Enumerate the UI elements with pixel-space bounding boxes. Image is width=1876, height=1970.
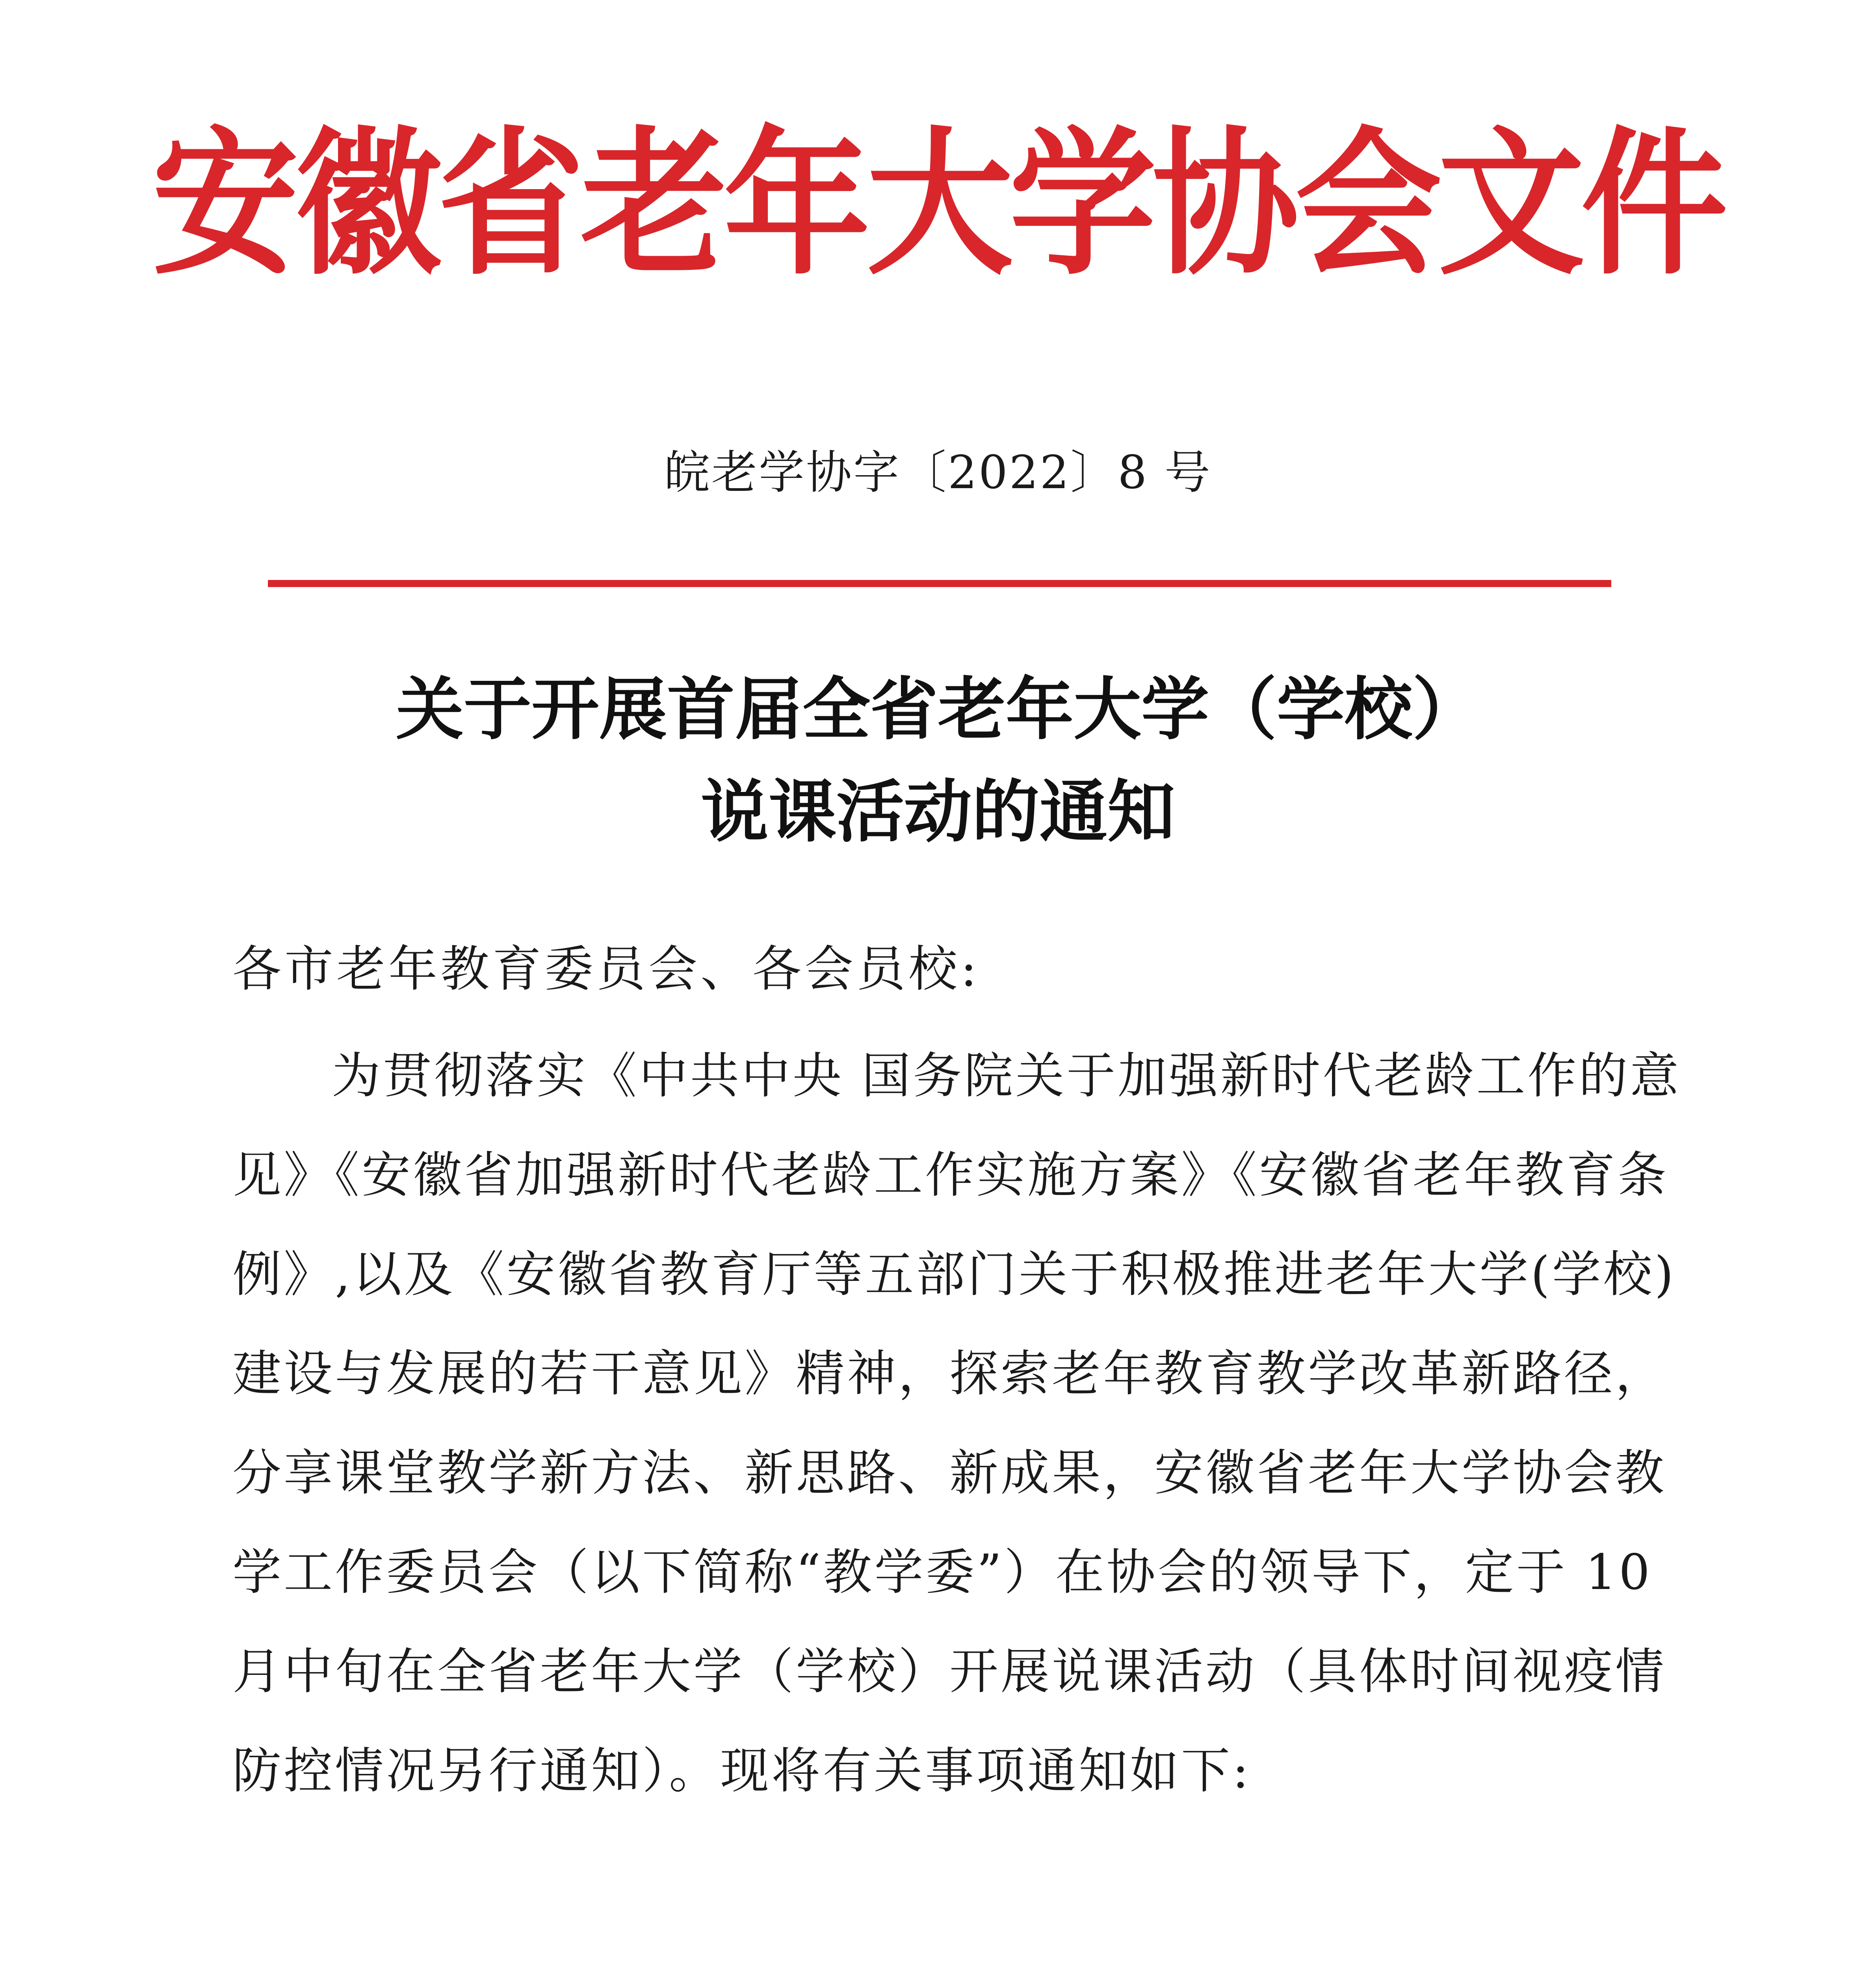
- body-line: 例》,以及《安徽省教育厅等五部门关于积极推进老年大学(学校): [232, 1246, 1676, 1303]
- body-line: 建设与发展的若干意见》精神，探索老年教育教学改革新路径，: [232, 1346, 1667, 1402]
- document-number: 皖老学协字〔2022〕8 号: [664, 446, 1212, 499]
- body-line: 为贯彻落实《中共中央 国务院关于加强新时代老龄工作的意: [332, 1048, 1681, 1104]
- notice-title-line-2: 说课活动的通知: [701, 771, 1175, 851]
- body-line: 见》《安徽省加强新时代老龄工作实施方案》《安徽省老年教育条: [232, 1147, 1669, 1204]
- body-line: 防控情况另行通知）。现将有关事项通知如下:: [232, 1743, 1251, 1799]
- document-header-title: 安徽省老年大学协会文件: [152, 113, 1724, 296]
- body-line: 学工作委员会（以下简称“教学委”）在协会的领导下，定于 10: [232, 1544, 1652, 1601]
- salutation: 各市老年教育委员会、各会员校:: [232, 941, 980, 998]
- red-divider-line: [268, 580, 1611, 587]
- body-line: 分享课堂教学新方法、新思路、新成果，安徽省老年大学协会教: [232, 1445, 1667, 1502]
- notice-title-line-1: 关于开展首届全省老年大学（学校）: [396, 669, 1480, 749]
- body-paragraph: [232, 1026, 1681, 1821]
- body-line: 月中旬在全省老年大学（学校）开展说课活动（具体时间视疫情: [232, 1643, 1667, 1700]
- notice-title: [0, 658, 1876, 863]
